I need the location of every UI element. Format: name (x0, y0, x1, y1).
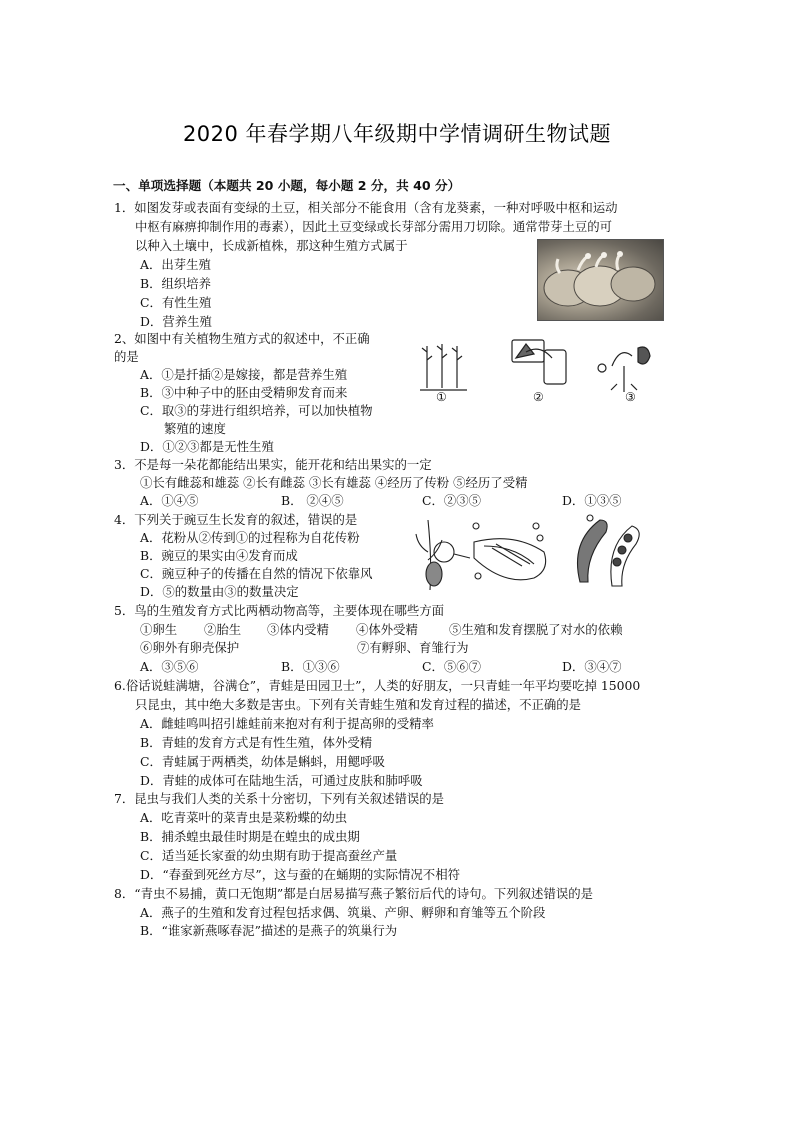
figure-label-3: ③ (625, 390, 636, 404)
q8-option-b: B．“谁家新燕啄春泥”描述的是燕子的筑巢行为 (140, 923, 398, 938)
q5-option-d: D．③④⑦ (562, 659, 622, 674)
sprouted-potato-photo (537, 239, 664, 321)
q4-option-d: D．⑤的数量由③的数量决定 (140, 584, 299, 599)
q5-item-2: ②胎生 (204, 622, 242, 637)
page-title: 2020 年春学期八年级期中学情调研生物试题 (182, 122, 612, 146)
q3-option-c: C．②③⑤ (422, 493, 482, 508)
q3-line: 3．不是每一朵花都能结出果实，能开花和结出果实的一定 (114, 457, 432, 472)
q1-line-2: 中枢有麻痹抑制作用的毒素），因此土豆变绿或长芽部分需用刀切除。通常带芽土豆的可 (135, 219, 613, 234)
q5-item-1: ①卵生 (140, 622, 178, 637)
q7-option-c: C．适当延长家蚕的幼虫期有助于提高蚕丝产量 (140, 848, 398, 863)
q8-line: 8．“青虫不易捕，黄口无饱期”都是白居易描写燕子繁衍后代的诗句。下列叙述错误的是 (114, 886, 594, 901)
q7-option-b: B．捕杀蝗虫最佳时期是在蝗虫的成虫期 (140, 829, 360, 844)
q2-line-2: 的是 (114, 349, 139, 364)
q7-line: 7．昆虫与我们人类的关系十分密切，下列有关叙述错误的是 (114, 791, 445, 806)
q5-option-a: A．③⑤⑥ (140, 659, 199, 674)
q7-option-d: D．“春蚕到死丝方尽”，这与蚕的在蛹期的实际情况不相符 (140, 867, 460, 882)
q1-line-3: 以种入土壤中，长成新植株，那这种生殖方式属于 (135, 238, 408, 253)
q5-option-c: C．⑤⑥⑦ (422, 659, 482, 674)
q2-option-a: A．①是扦插②是嫁接，都是营养生殖 (140, 367, 348, 382)
pea-development-figure (412, 512, 660, 592)
plant-reproduction-figure (412, 338, 674, 398)
q5-item-3: ③体内受精 (267, 622, 329, 637)
q6-line-1: 6.俗话说蛙满塘，谷满仓”，青蛙是田园卫士”，人类的好朋友，一只青蛙一年平均要吃掉 15000 (114, 678, 641, 693)
q2-option-c: C．取③的芽进行组织培养，可以加快植物 (140, 403, 373, 418)
q1-option-c: C．有性生殖 (140, 295, 212, 310)
q8-option-a: A．燕子的生殖和发育过程包括求偶、筑巢、产卵、孵卵和育雏等五个阶段 (140, 905, 546, 920)
q6-option-b: B．青蛙的发育方式是有性生殖，体外受精 (140, 735, 373, 750)
q1-line-1: 1．如图发芽或表面有变绿的土豆，相关部分不能食用（含有龙葵素，一种对呼吸中枢和运动 (114, 200, 618, 215)
q4-option-c: C．豌豆种子的传播在自然的情况下依靠风 (140, 566, 373, 581)
q4-line: 4．下列关于豌豆生长发育的叙述，错误的是 (114, 512, 358, 527)
figure-label-1: ① (436, 390, 447, 404)
q1-option-a: A．出芽生殖 (140, 257, 211, 272)
q5-item-4: ④体外受精 (356, 622, 418, 637)
q3-items: ①长有雌蕊和雄蕊 ②长有雌蕊 ③长有雄蕊 ④经历了传粉 ⑤经历了受精 (140, 475, 528, 490)
q5-option-b: B．①③⑥ (281, 659, 340, 674)
q2-option-d: D．①②③都是无性生殖 (140, 439, 274, 454)
figure-label-2: ② (533, 390, 544, 404)
q3-option-b: B． ②④⑤ (281, 493, 344, 508)
section-heading: 一、单项选择题（本题共 20 小题，每小题 2 分，共 40 分） (113, 178, 461, 193)
q2-option-b: B．③中种子中的胚由受精卵发育而来 (140, 385, 348, 400)
q6-option-c: C．青蛙属于两栖类，幼体是蝌蚪，用鳃呼吸 (140, 754, 385, 769)
q5-line: 5．鸟的生殖发育方式比两栖动物高等，主要体现在哪些方面 (114, 603, 445, 618)
q6-line-2: 只昆虫，其中绝大多数是害虫。下列有关青蛙生殖和发育过程的描述，不正确的是 (135, 697, 582, 712)
q4-option-a: A．花粉从②传到①的过程称为自花传粉 (140, 530, 360, 545)
q1-option-d: D．营养生殖 (140, 314, 212, 329)
q5-item-6: ⑥卵外有卵壳保护 (140, 640, 240, 655)
q3-option-d: D．①③⑤ (562, 493, 622, 508)
q5-item-5: ⑤生殖和发育摆脱了对水的依赖 (449, 622, 623, 637)
q6-option-a: A．雌蛙鸣叫招引雄蛙前来抱对有利于提高卵的受精率 (140, 716, 434, 731)
q3-option-a: A．①④⑤ (140, 493, 199, 508)
q4-option-b: B．豌豆的果实由④发育而成 (140, 548, 298, 563)
q5-item-7: ⑦有孵卵、育雏行为 (357, 640, 469, 655)
q6-option-d: D．青蛙的成体可在陆地生活，可通过皮肤和肺呼吸 (140, 773, 423, 788)
q2-option-c-cont: 繁殖的速度 (164, 421, 226, 436)
q1-option-b: B．组织培养 (140, 276, 212, 291)
q2-line-1: 2、如图中有关植物生殖方式的叙述中，不正确 (114, 331, 370, 346)
q7-option-a: A．吃青菜叶的菜青虫是菜粉蝶的幼虫 (140, 810, 348, 825)
